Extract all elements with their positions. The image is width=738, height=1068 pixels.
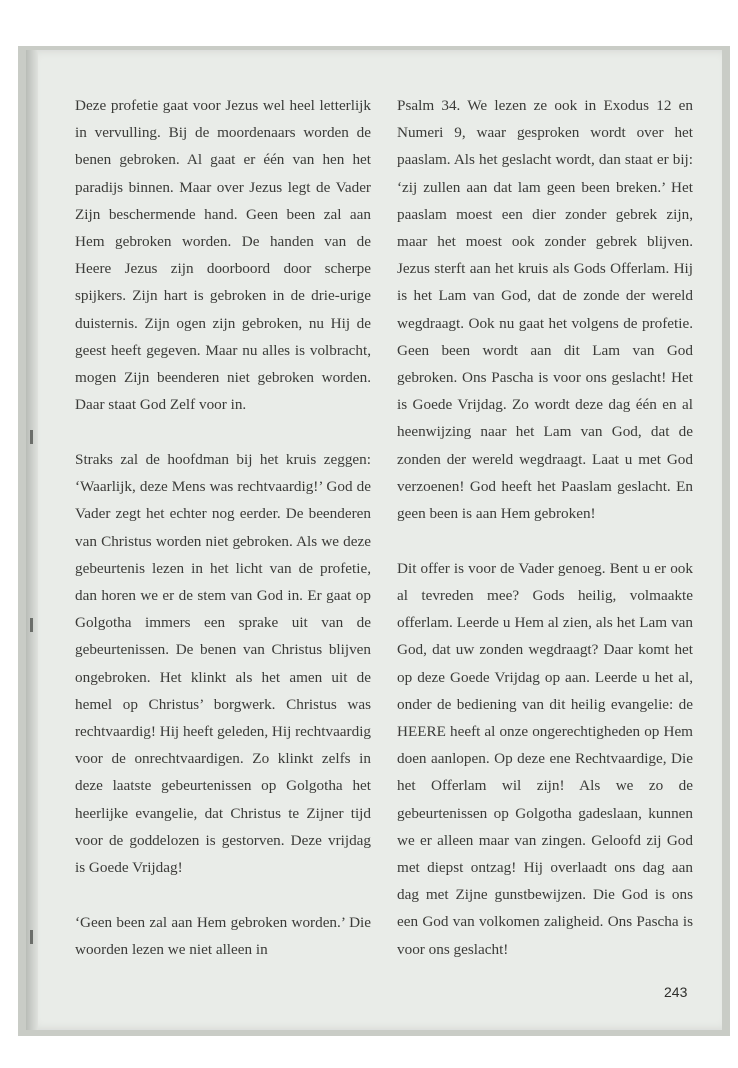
paragraph: Deze profetie gaat voor Jezus wel heel letterlijk in vervulling. Bij de moordenaars worden de benen gebroken. Al gaat er één van hen het paradijs binnen. Maar over Jezus legt de Vader Zijn beschermende hand. Geen been zal aan Hem gebroken worden. De handen van de Heere Jezus zijn doorboord door scherpe spijkers. Zijn hart is gebroken in de drie-urige duisternis. Zijn ogen zijn gebroken, nu Hij de geest heeft gegeven. Maar nu alles is volbracht, mogen Zijn beenderen niet gebroken worden. Daar staat God Zelf voor in.	[75, 97, 371, 414]
paragraph: ‘Geen been zal aan Hem gebroken worden.’ Die woorden lezen we niet alleen in	[75, 913, 371, 958]
spine-mark	[30, 930, 33, 944]
right-text-column	[397, 92, 693, 963]
page-number: 243	[664, 984, 688, 1000]
paragraph: Psalm 34. We lezen ze ook in Exodus 12 en Numeri 9, waar gesproken wordt over het paaslam. Als het geslacht wordt, dan staat er bij: ‘zij zullen aan dat lam geen been breken.’ Het paaslam moest een dier zonder gebrek zijn, maar het moest ook zonder gebrek blijven. Jezus sterft aan het kruis als Gods Offerlam. Hij is het Lam van God, dat de zonde der wereld wegdraagt. Ook nu gaat het volgens de profetie. Geen been wordt aan dit Lam van God gebroken. Ons Pascha is voor ons geslacht! Het is Goede Vrijdag. Zo wordt deze dag één en al heenwijzing naar het Lam van God, dat de zonden der wereld wegdraagt. Laat u met God verzoenen! God heeft het Paaslam geslacht. En geen been is aan Hem gebroken!	[397, 97, 693, 523]
book-page	[26, 50, 722, 1030]
spine-mark	[30, 430, 33, 444]
left-text-column	[75, 92, 371, 963]
spine-mark	[30, 618, 33, 632]
paragraph: Dit offer is voor de Vader genoeg. Bent u er ook al tevreden mee? Gods heilig, volmaakte offerlam. Leerde u Hem al zien, als het Lam van God, dat uw zonden wegdraagt? Daar komt het op deze Goede Vrijdag op aan. Leerde u het al, onder de bediening van dit heilig evangelie: de HEERE heeft al onze ongerechtigheden op Hem doen aanlopen. Op deze ene Rechtvaardige, Die het Offerlam wil zijn! Als we zo de gebeurtenissen op Golgotha gadeslaan, kunnen we er alleen maar van zingen. Geloofd zij God met diepst ontzag! Hij overlaadt ons dag aan dag met Zijne gunstbewijzen. Die God is ons een God van volkomen zaligheid. Ons Pascha is voor ons geslacht!	[397, 559, 693, 958]
book-spine	[26, 50, 38, 1030]
paragraph: Straks zal de hoofdman bij het kruis zeggen: ‘Waarlijk, deze Mens was rechtvaardig!’ God de Vader zegt het echter nog eerder. De beenderen van Christus worden niet gebroken. Als we deze gebeurtenis lezen in het licht van de profetie, dan horen we er de stem van God in. Er gaat op Golgotha immers een sprake uit van de gebeurtenissen. De benen van Christus blijven ongebroken. Het klinkt als het amen uit de hemel op Christus’ borgwerk. Christus was rechtvaardig! Hij heeft geleden, Hij rechtvaardig voor de onrechtvaardigen. Zo klinkt zelfs in deze laatste gebeurtenissen op Golgotha het heerlijke evangelie, dat Christus te Zijner tijd voor de goddelozen is gestorven. Deze vrijdag is Goede Vrijdag!	[75, 450, 372, 876]
